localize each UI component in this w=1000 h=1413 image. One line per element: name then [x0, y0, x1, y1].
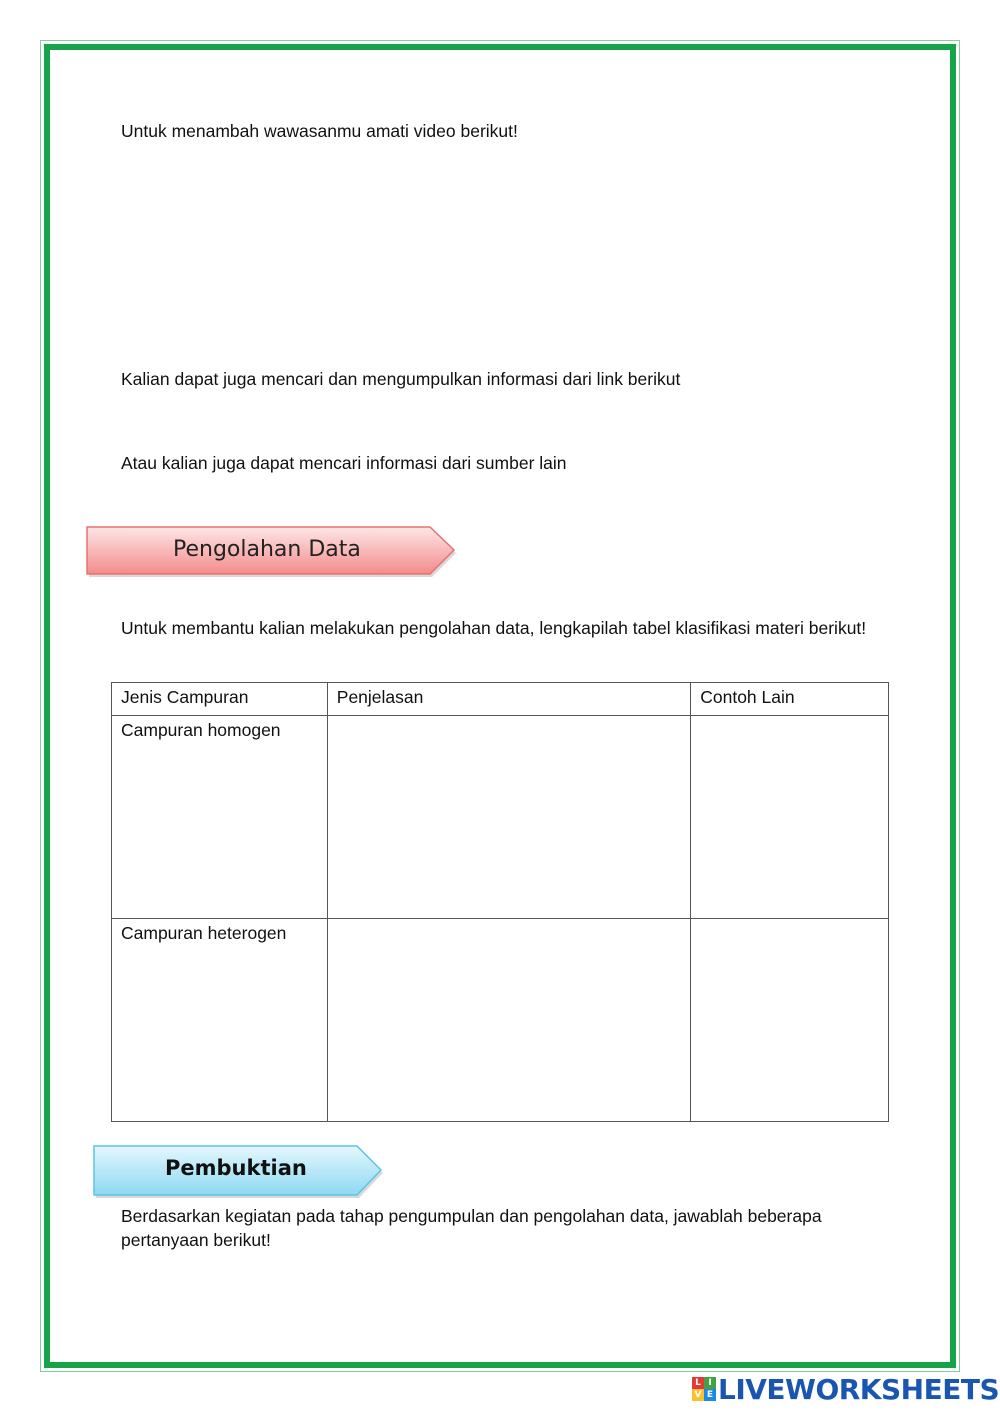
pengolahan-instruction: Untuk membantu kalian melakukan pengolahan data, lengkapilah tabel klasifikasi materi berikut!	[121, 618, 867, 638]
cell-contoh-homogen[interactable]	[691, 716, 889, 919]
other-source-text: Atau kalian juga dapat mencari informasi dari sumber lain	[121, 453, 567, 473]
table-row	[112, 919, 889, 1122]
cell-contoh-heterogen[interactable]	[691, 919, 889, 1122]
table-header-row	[112, 683, 889, 716]
cell-penjelasan-heterogen[interactable]	[327, 919, 690, 1122]
classification-table	[111, 682, 889, 1122]
section-title-pembuktian: Pembuktian	[165, 1156, 307, 1180]
liveworksheets-icon: L I V E	[692, 1377, 716, 1401]
cell-penjelasan-homogen[interactable]	[327, 716, 690, 919]
section-banner-pembuktian	[91, 1144, 387, 1200]
liveworksheets-logo	[692, 1374, 999, 1404]
cell-campuran-heterogen: Campuran heterogen	[112, 919, 328, 1122]
liveworksheets-wordmark: LIVEWORKSHEETS	[718, 1372, 1000, 1406]
header-contoh-lain: Contoh Lain	[691, 683, 889, 716]
header-jenis-campuran: Jenis Campuran	[112, 683, 328, 716]
pembuktian-instruction: Berdasarkan kegiatan pada tahap pengumpulan dan pengolahan data, jawablah beberapa pertanyaan berikut!	[121, 1206, 822, 1250]
cell-campuran-homogen: Campuran homogen	[112, 716, 328, 919]
link-prompt: Kalian dapat juga mencari dan mengumpulkan informasi dari link berikut	[121, 369, 681, 389]
header-penjelasan: Penjelasan	[327, 683, 690, 716]
video-prompt: Untuk menambah wawasanmu amati video berikut!	[121, 121, 518, 141]
section-banner-pengolahan	[84, 525, 460, 579]
table-row	[112, 716, 889, 919]
section-title-pengolahan: Pengolahan Data	[173, 537, 361, 562]
